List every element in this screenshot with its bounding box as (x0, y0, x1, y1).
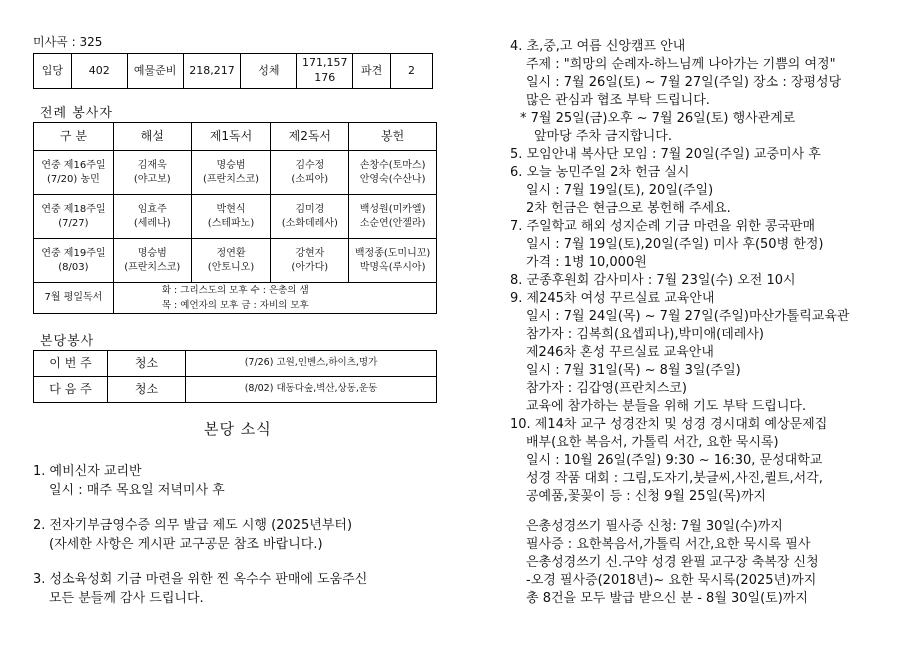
cell: (소피아) (291, 173, 329, 185)
news-line: 일시 : 7월 26일(토) ~ 7월 27일(주일) 장소 : 장평성당 (526, 75, 842, 90)
header-commentator: 해설 (113, 123, 191, 151)
table-row (34, 195, 437, 239)
cell: 정연환 (216, 248, 246, 259)
hymn-table (33, 53, 433, 89)
cell: (소화데레사) (281, 217, 338, 229)
cell: (7/20) 농민 (47, 173, 100, 185)
cell: (8/03) (58, 261, 89, 273)
news-item-4 (510, 38, 902, 146)
news-line: 일시 : 7월 24일(목) ~ 7월 27일(주일)마산가톨릭교육관 (526, 309, 850, 324)
news-line: 2차 헌금은 현금으로 봉헌해 주세요. (526, 201, 731, 216)
cell: 백정종(도미니꼬) (354, 248, 431, 259)
news-line: 8. 군종후원회 감사미사 : 7월 23일(수) 오전 10시 (510, 273, 796, 288)
table-row (34, 283, 437, 314)
news-item-10 (510, 416, 902, 608)
weekday-reading-line: 목 : 예언자의 모후 금 : 자비의 모후 (161, 300, 309, 312)
duty-detail: (7/26) 고원,인벤스,하이츠,명가 (186, 351, 437, 377)
weekday-reading-line: 화 : 그리스도의 모후 수 : 은총의 샘 (161, 285, 309, 296)
offertory-value: 218,217 (183, 54, 241, 89)
news-line: 제246차 혼성 꾸르실료 교육안내 (526, 345, 714, 360)
cell: (안토니오) (207, 261, 255, 273)
cell: (아가다) (291, 261, 329, 273)
cell: (프란치스코) (124, 261, 181, 273)
cell: 안영숙(수산나) (359, 173, 426, 185)
news-line: 모든 분들께 감사 드립니다. (49, 591, 204, 606)
table-row (34, 239, 437, 283)
duty-week: 이 번 주 (34, 351, 108, 377)
news-item-8 (510, 272, 902, 290)
news-item-2 (33, 516, 352, 554)
news-line: 10. 제14차 교구 성경잔치 및 성경 경시대회 예상문제집 (510, 417, 828, 432)
news-title: 본당 소식 (204, 420, 272, 438)
news-line: 가격 : 1병 10,000원 (526, 255, 647, 270)
dismissal-label: 파견 (353, 54, 391, 89)
cell: (야고보) (133, 173, 171, 185)
table-row (34, 151, 437, 195)
news-line: 주제 : "희망의 순례자-하느님께 나아가는 기쁨의 여정" (526, 57, 836, 72)
duty-task: 청소 (108, 351, 186, 377)
news-line: 성경 작품 대회 : 그림,도자기,붓글씨,사진,퀼트,서각, (526, 471, 823, 486)
news-right-column (510, 38, 902, 608)
news-line: 일시 : 7월 19일(토),20일(주일) 미사 후(50병 한정) (526, 237, 824, 252)
cell: (프란치스코) (202, 173, 260, 185)
cell: 백성원(미카엘) (359, 204, 426, 215)
news-line: 앞마당 주차 금지합니다. (534, 129, 672, 144)
duty-task: 청소 (108, 377, 186, 403)
weekday-reading-cell (113, 283, 436, 314)
header-offering: 봉헌 (349, 123, 437, 151)
liturgy-service-table (33, 122, 437, 314)
news-line: 5. 모임안내 복사단 모임 : 7월 20일(주일) 교중미사 후 (510, 147, 821, 162)
cell: 연중 제16주일 (41, 160, 106, 171)
news-item-9 (510, 290, 902, 416)
header-category: 구 분 (34, 123, 114, 151)
parish-duty-table (33, 350, 437, 403)
news-line: 7. 주일학교 해외 성지순례 기금 마련을 위한 콩국판매 (510, 219, 816, 234)
news-item-3 (33, 570, 367, 608)
communion-label: 성체 (241, 54, 297, 89)
cell: 김미경 (295, 204, 325, 215)
news-line: 일시 : 10월 26일(주일) 9:30 ~ 16:30, 문성대학교 (526, 453, 823, 468)
communion-value (297, 54, 353, 89)
news-line: 참가자 : 김갑영(프란치스코) (526, 381, 687, 396)
dismissal-value: 2 (391, 54, 433, 89)
cell: 연중 제18주일 (41, 204, 106, 215)
news-line: 참가자 : 김복희(요셉피나),박미애(데레사) (526, 327, 764, 342)
news-line: 2. 전자기부금영수증 의무 발급 제도 시행 (2025년부터) (33, 518, 353, 533)
news-line: 총 8건을 모두 발급 받으신 분 - 8월 30일(토)까지 (526, 591, 808, 606)
cell: (세레나) (133, 217, 171, 229)
header-reading-2: 제2독서 (271, 123, 349, 151)
news-item-6 (510, 164, 902, 218)
news-line: 9. 제245차 여성 꾸르실료 교육안내 (510, 291, 715, 306)
cell: 소순연(안젤라) (359, 217, 426, 229)
news-line: 은총성경쓰기 필사증 신청: 7월 30일(수)까지 (526, 519, 783, 534)
news-line: 필사증 : 요한복음서,가톨릭 서간,요한 묵시록 필사 (526, 537, 811, 552)
cell: 임효주 (137, 204, 167, 215)
news-line: 1. 예비신자 교리반 (33, 464, 142, 479)
news-line: 3. 성소육성회 기금 마련을 위한 찐 옥수수 판매에 도움주신 (33, 572, 368, 587)
table-row (34, 377, 437, 403)
cell: 명승범 (216, 160, 246, 171)
news-line: * 7월 25일(금)오후 ~ 7월 26일(토) 행사관계로 (520, 111, 796, 126)
news-line: 은총성경쓰기 신.구약 성경 완필 교구장 축복장 신청 (526, 555, 819, 570)
news-line: 일시 : 7월 19일(토), 20일(주일) (526, 183, 714, 198)
news-line: (자세한 사항은 게시판 교구공문 참조 바랍니다.) (49, 537, 323, 552)
weekday-reading-label: 7월 평일독서 (34, 283, 114, 314)
service-section-title: 전례 봉사자 (40, 106, 113, 121)
cell: 연중 제19주일 (41, 248, 106, 259)
news-line: -오경 필사증(2018년)~ 요한 묵시록(2025년)까지 (526, 573, 817, 588)
entrance-label: 입당 (34, 54, 72, 89)
entrance-value: 402 (71, 54, 127, 89)
cell: 박명옥(루시아) (359, 261, 426, 273)
duty-week: 다 음 주 (34, 377, 108, 403)
news-line: 일시 : 매주 목요일 저녁미사 후 (49, 483, 225, 498)
cell: 명승범 (137, 248, 167, 259)
cell: 김수정 (295, 160, 325, 171)
news-item-1 (33, 462, 225, 500)
cell: (7/27) (58, 217, 89, 229)
news-item-7 (510, 218, 902, 272)
communion-value-1: 171,157 (301, 56, 348, 70)
offertory-label: 예물준비 (127, 54, 183, 89)
news-line: 일시 : 7월 31일(목) ~ 8월 3일(주일) (526, 363, 741, 378)
duty-section-title: 본당봉사 (40, 334, 95, 349)
cell: 손창수(토마스) (359, 160, 426, 171)
missa-hymn-number: 미사곡 : 325 (33, 35, 103, 49)
news-line: 6. 오늘 농민주일 2차 헌금 실시 (510, 165, 690, 180)
communion-value-2: 176 (314, 71, 336, 84)
news-item-5 (510, 146, 902, 164)
news-line: 공예품,꽃꽂이 등 : 신청 9월 25일(목)까지 (526, 489, 766, 504)
duty-detail: (8/02) 대동다숲,벽산,상동,운동 (186, 377, 437, 403)
cell: 박현식 (216, 204, 246, 215)
news-line: 배부(요한 복음서, 가톨릭 서간, 요한 묵시록) (526, 435, 779, 450)
cell: 강현자 (295, 248, 325, 259)
table-row (34, 351, 437, 377)
news-line: 많은 관심과 협조 부탁 드립니다. (526, 93, 710, 108)
news-line: 교육에 참가하는 분들을 위해 기도 부탁 드립니다. (526, 399, 807, 414)
cell: (스테파노) (207, 217, 255, 229)
cell: 김재욱 (137, 160, 167, 171)
news-line: 4. 초,중,고 여름 신앙캠프 안내 (510, 39, 686, 54)
header-reading-1: 제1독서 (191, 123, 271, 151)
